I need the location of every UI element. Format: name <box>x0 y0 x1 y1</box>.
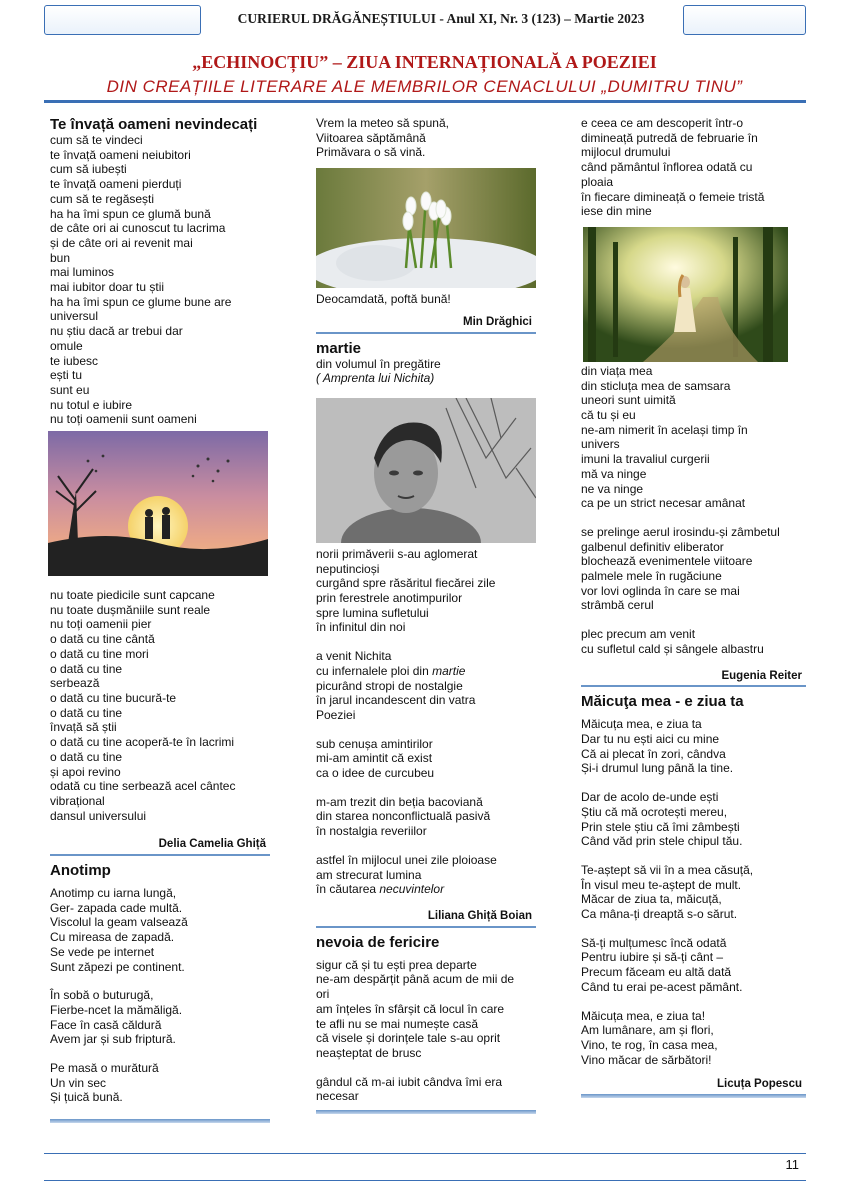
poem-line: o dată cu tine <box>50 661 123 676</box>
poem-line: Și-i drumul lung până la tine. <box>581 761 734 776</box>
poem-line: o dată cu tine <box>50 749 123 764</box>
poem-line: am înțeles în sfârșit că locul în care <box>316 1001 505 1016</box>
poem-line: cu infernalele ploi din martie <box>316 663 466 678</box>
poem-line: m-am trezit din beția bacoviană <box>316 794 483 809</box>
poem-line: neputincioși <box>316 561 380 576</box>
poem-line: o dată cu tine <box>50 705 123 720</box>
poem-author: Liliana Ghiță Boian <box>427 909 532 922</box>
poem-line: mă va ninge <box>581 466 647 481</box>
poem-author: Licuța Popescu <box>717 1078 802 1091</box>
sunset-couple-image <box>48 431 268 576</box>
poem-subtitle: din volumul în pregătire <box>316 356 441 371</box>
poem-title: martie <box>316 339 362 357</box>
poem-line: ha ha îmi spun ce glume bune are <box>50 294 232 309</box>
poem-line: imuni la travaliul curgerii <box>581 452 710 467</box>
poem-line: Dar de acolo de-unde ești <box>581 790 719 805</box>
poem-line: blochează evenimentele viitoare <box>581 554 753 569</box>
poem-line: vor lovi oglinda în care se mai <box>581 583 740 598</box>
poem-line: Să-ți mulțumesc încă odată <box>581 935 727 950</box>
poem-line: spre lumina sufletului <box>316 605 429 620</box>
poem-line: te învață oameni neiubitori <box>50 147 191 162</box>
poem-line: Precum făceam eu altă dată <box>581 965 732 980</box>
poem-stanzas <box>581 364 806 657</box>
poem-line: o dată cu tine cântă <box>50 632 155 647</box>
poem-line: Și țuică bună. <box>50 1090 123 1105</box>
poem-line: Avem jar și sub friptură. <box>50 1032 176 1047</box>
poem-line: Anotimp cu iarna lungă, <box>50 886 177 901</box>
poem-title: Măicuţa mea - e ziua ta <box>581 693 744 711</box>
poem-stanzas <box>581 717 806 1067</box>
poem-line: e ceea ce am descoperit într-o <box>581 116 744 130</box>
poem-line: Măicuța mea, e ziua ta! <box>581 1008 706 1023</box>
poem-lines <box>581 116 806 219</box>
poem-line: o dată cu tine acoperă-te în lacrimi <box>50 735 235 750</box>
poem-subtitle: ( Amprenta lui Nichita) <box>316 371 435 386</box>
poem-line: Sunt zăpezi pe continent. <box>50 959 185 974</box>
poem-line: dansul universului <box>50 808 147 823</box>
author-divider <box>316 926 536 928</box>
section-divider <box>50 1119 270 1123</box>
poem-line: Cu mireasa de zapadă. <box>50 930 175 945</box>
newspaper-header: CURIERUL DRĂGĂNEȘTIULUI - Anul XI, Nr. 3 (123) – Martie 2023 <box>237 11 645 26</box>
poem-line: ne-am nimerit în același timp în <box>581 422 748 437</box>
poem-stanzas <box>316 547 536 897</box>
poem-line: Am lumânare, am și flori, <box>581 1023 714 1038</box>
poem-line: Viitoarea săptămână <box>316 130 426 145</box>
poem-lines <box>50 588 270 823</box>
poem-line: nu toți oamenii sunt oameni <box>50 412 197 427</box>
poem-line: odată cu tine serbează acel cântec <box>50 779 236 794</box>
poem-line: Se vede pe internet <box>50 944 155 959</box>
poem-line: din viața mea <box>581 363 653 378</box>
poem-line: Pe masă o murătură <box>50 1061 159 1076</box>
poem-line: te iubesc <box>50 353 99 368</box>
poem-line: cu sufletul cald și sângele albastru <box>581 641 764 656</box>
poem-line: Că ai plecat în zori, cândva <box>581 746 726 761</box>
poem-line: dimineață putredă de februarie în <box>581 130 758 145</box>
section-divider <box>581 1094 806 1098</box>
poem-author: Min Drăghici <box>462 315 532 328</box>
poem-line: Pentru iubire și să-ți cânt – <box>581 950 724 965</box>
header-decor-right <box>683 5 806 35</box>
poem-line: iese din mine <box>581 204 652 219</box>
poem-line: mijlocul drumului <box>581 145 671 160</box>
poem-line: sunt eu <box>50 382 90 397</box>
poem-line: în fiecare dimineață o femeie tristă <box>581 189 765 204</box>
poem-line: plec precum am venit <box>581 627 696 642</box>
poem-line: uneori sunt uimită <box>581 393 676 408</box>
column-2 <box>316 116 536 1120</box>
poem-lines <box>50 133 270 427</box>
title-divider <box>44 100 806 103</box>
poem-line: te învață oameni pierduți <box>50 177 182 192</box>
poem-line: Poeziei <box>316 707 356 722</box>
page-subtitle: DIN CREAȚIILE LITERARE ALE MEMBRILOR CENACLULUI „DUMITRU TINU” <box>106 77 743 96</box>
poem-line: în jarul incandescent din vatra <box>316 693 476 708</box>
poem-line: o dată cu tine mori <box>50 646 149 661</box>
poem-line: nu toate piedicile sunt capcane <box>50 588 215 603</box>
poem-line: omule <box>50 338 83 353</box>
poem-stanzas <box>316 958 536 1104</box>
poem-line: serbează <box>50 676 100 691</box>
poem-line: de câte ori ai cunoscut tu lacrima <box>50 221 226 236</box>
poem-line: învață să știi <box>50 720 117 735</box>
poem-line: Deocamdată, poftă bună! <box>316 292 451 307</box>
poem-line: neașteptat de brusc <box>316 1045 422 1060</box>
poem-author: Delia Camelia Ghiță <box>158 838 266 851</box>
poem-title: nevoia de fericire <box>316 933 440 951</box>
poem-line: prin ferestrele anotimpurilor <box>316 591 463 606</box>
poem-line: în căutarea necuvintelor <box>316 882 445 897</box>
poem-line: curgând spre răsăritul fiecărei zile <box>316 576 496 591</box>
poem-line: gândul că m-ai iubit cândva îmi era <box>316 1074 503 1089</box>
poem-line: Dar tu nu ești aici cu mine <box>581 731 720 746</box>
poem-line: din starea nonconflictuală pasivă <box>316 809 491 824</box>
page-number: 11 <box>785 1157 799 1172</box>
poem-line: ca pe un strict necesar amânat <box>581 496 746 511</box>
poem-line: Viscolul la geam valsează <box>50 915 188 930</box>
poem-line: palmele mele în rugăciune <box>581 569 722 584</box>
poem-line: În visul meu te-aștept de mult. <box>581 877 742 892</box>
poem-line: se prelinge aerul irosindu-și zâmbetul <box>581 524 780 539</box>
poem-title: Te învață oameni nevindecați <box>50 116 258 133</box>
poem-line: ha ha îmi spun ce glumă bună <box>50 206 211 221</box>
poem-line: galbenul definitiv eliberator <box>581 539 724 554</box>
poem-line: că visele și dorințele tale s-au oprit <box>316 1031 501 1046</box>
nichita-portrait-image <box>316 398 536 543</box>
page-title: „ECHINOCȚIU” – ZIUA INTERNAȚIONALĂ A POEZIEI <box>192 52 657 72</box>
poem-line: univers <box>581 437 620 452</box>
poem-line: Măcar de ziua ta, măicuță, <box>581 892 722 907</box>
poem-line: ne-am despărțit până acum de mii de <box>316 972 515 987</box>
poem-line: mai luminos <box>50 265 115 280</box>
poem-line: a venit Nichita <box>316 649 392 664</box>
poem-line: ești tu <box>50 368 83 383</box>
poem-line: ca o idee de curcubeu <box>316 766 435 781</box>
poem-line: În sobă o buturugă, <box>50 988 154 1003</box>
footer-bar <box>44 1153 806 1181</box>
column-1 <box>50 116 270 1129</box>
poem-line: și de câte ori ai revenit mai <box>50 235 193 250</box>
column-3 <box>581 116 806 1104</box>
poem-line: când pământul înflorea odată cu <box>581 160 753 175</box>
woman-in-forest-image <box>583 227 788 362</box>
poem-line: Face în casă căldură <box>50 1017 162 1032</box>
poem-line: în nostalgia reveriilor <box>316 824 427 839</box>
author-divider <box>50 854 270 856</box>
poem-line: sigur că și tu ești prea departe <box>316 957 477 972</box>
poem-line: nu toți oamenii pier <box>50 617 152 632</box>
poem-line: picurând stropi de nostalgie <box>316 678 463 693</box>
poem-line: Te-aștept să vii în a mea căsuță, <box>581 862 754 877</box>
author-divider <box>581 685 806 687</box>
poem-line: vibrațional <box>50 793 105 808</box>
poem-line: în infinitul din noi <box>316 620 406 635</box>
poem-lines <box>316 116 536 160</box>
poem-line: o dată cu tine bucură-te <box>50 690 177 705</box>
poem-line: cum să te vindeci <box>50 133 143 147</box>
poem-line: Prin stele știu că îmi zâmbești <box>581 819 740 834</box>
poem-line: Știu că mă ocrotești mereu, <box>581 804 728 819</box>
poem-line: Când tu erai pe-acest pământ. <box>581 979 743 994</box>
section-divider <box>316 1110 536 1114</box>
poem-line: sub cenușa amintirilor <box>316 736 433 751</box>
poem-line: Fierbe-ncet la mămăligă. <box>50 1002 183 1017</box>
poem-line: Când văd prin stele chipul tău. <box>581 834 743 849</box>
poem-line: universul <box>50 309 99 324</box>
poem-line: Vino, te rog, în casa mea, <box>581 1037 718 1052</box>
poem-line: bun <box>50 250 71 265</box>
poem-line: că tu și eu <box>581 408 636 423</box>
poem-line: Măicuța mea, e ziua ta <box>581 717 702 732</box>
poem-line: ori <box>316 987 330 1002</box>
poem-line: ploaia <box>581 174 614 189</box>
header-decor-left <box>44 5 201 35</box>
poem-line: Un vin sec <box>50 1075 107 1090</box>
poem-line: Vino măcar de sărbători! <box>581 1052 712 1067</box>
author-divider <box>316 332 536 334</box>
poem-line: ne va ninge <box>581 481 644 496</box>
poem-line: astfel în mijlocul unei zile ploioase <box>316 852 497 867</box>
poem-line: nu totul e iubire <box>50 397 133 412</box>
poem-line: nu toate dușmăniile sunt reale <box>50 602 211 617</box>
poem-line: Primăvara o să vină. <box>316 145 426 160</box>
poem-line: Ca mâna-ți dreaptă s-o sărut. <box>581 907 738 922</box>
poem-line: nu știu dacă ar trebui dar <box>50 324 183 339</box>
poem-line: cum să iubești <box>50 162 127 177</box>
poem-line: te afli nu se mai numește casă <box>316 1016 479 1031</box>
poem-line: cum să te regăsești <box>50 191 155 206</box>
poem-line: strâmbă cerul <box>581 598 654 613</box>
poem-line: necesar <box>316 1089 359 1104</box>
poem-line: norii primăverii s-au aglomerat <box>316 546 478 561</box>
poem-line: și apoi revino <box>50 764 121 779</box>
poem-line: din sticluța mea de samsara <box>581 378 731 393</box>
snowdrops-image <box>316 168 536 288</box>
poem-stanzas <box>50 886 270 1105</box>
poem-line: mai iubitor doar tu știi <box>50 280 165 295</box>
poem-line: am strecurat lumina <box>316 867 422 882</box>
poem-title: Anotimp <box>50 862 111 880</box>
poem-author: Eugenia Reiter <box>721 669 802 682</box>
poem-line: Ger- zapada cade multă. <box>50 900 183 915</box>
poem-line: mi-am amintit că exist <box>316 751 433 766</box>
poem-line: Vrem la meteo să spună, <box>316 116 449 130</box>
